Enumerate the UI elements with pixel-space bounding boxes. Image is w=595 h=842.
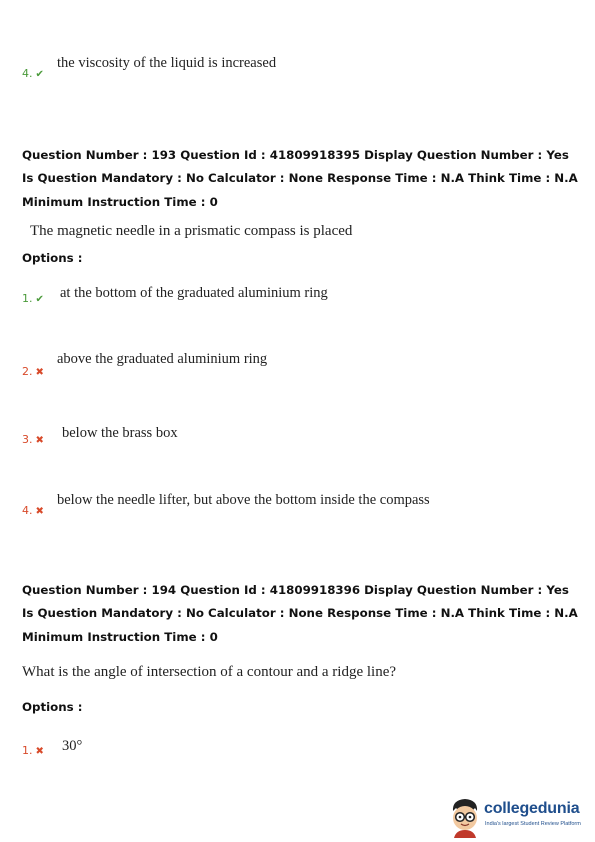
option-number-correct bbox=[22, 292, 44, 305]
option-text: above the graduated aluminium ring bbox=[57, 351, 268, 367]
option-number-wrong bbox=[22, 744, 44, 757]
cross-icon: ✖ bbox=[35, 367, 44, 378]
option-number: 4. bbox=[22, 504, 33, 517]
option-text: at the bottom of the graduated aluminium ring bbox=[60, 285, 328, 301]
options-label: Options : bbox=[22, 251, 83, 265]
option-number-wrong bbox=[22, 433, 44, 446]
options-label: Options : bbox=[22, 700, 83, 714]
option-number-correct bbox=[22, 67, 44, 80]
collegedunia-logo bbox=[446, 795, 595, 841]
mascot-icon bbox=[448, 797, 482, 839]
logo-name: collegedunia bbox=[484, 800, 580, 817]
option-text: below the needle lifter, but above the bottom inside the compass bbox=[57, 492, 430, 508]
option-number: 1. bbox=[22, 292, 33, 305]
question-text: What is the angle of intersection of a contour and a ridge line? bbox=[22, 664, 397, 680]
option-number: 4. bbox=[22, 67, 33, 80]
check-icon: ✔ bbox=[35, 69, 44, 80]
option-text: the viscosity of the liquid is increased bbox=[57, 55, 277, 71]
option-number: 1. bbox=[22, 744, 33, 757]
cross-icon: ✖ bbox=[35, 746, 44, 757]
logo-tagline: India's largest Student Review Platform bbox=[485, 821, 581, 827]
option-number: 3. bbox=[22, 433, 33, 446]
question-meta: Question Number : 193 Question Id : 41809918395 Display Question Number : Yes Is Question Mandatory : No Calculator : None Response Time : N.A Think Time : N.A Minimum Instruction Time : 0 bbox=[22, 148, 578, 209]
option-number: 2. bbox=[22, 365, 33, 378]
option-text: 30° bbox=[62, 738, 83, 754]
option-number-wrong bbox=[22, 365, 44, 378]
question-meta: Question Number : 194 Question Id : 41809918396 Display Question Number : Yes Is Question Mandatory : No Calculator : None Response Time : N.A Think Time : N.A Minimum Instruction Time : 0 bbox=[22, 583, 578, 644]
question-text: The magnetic needle in a prismatic compass is placed bbox=[30, 223, 353, 239]
option-number-wrong bbox=[22, 504, 44, 517]
option-text: below the brass box bbox=[62, 425, 178, 441]
cross-icon: ✖ bbox=[35, 506, 44, 517]
cross-icon: ✖ bbox=[35, 435, 44, 446]
check-icon: ✔ bbox=[35, 294, 44, 305]
